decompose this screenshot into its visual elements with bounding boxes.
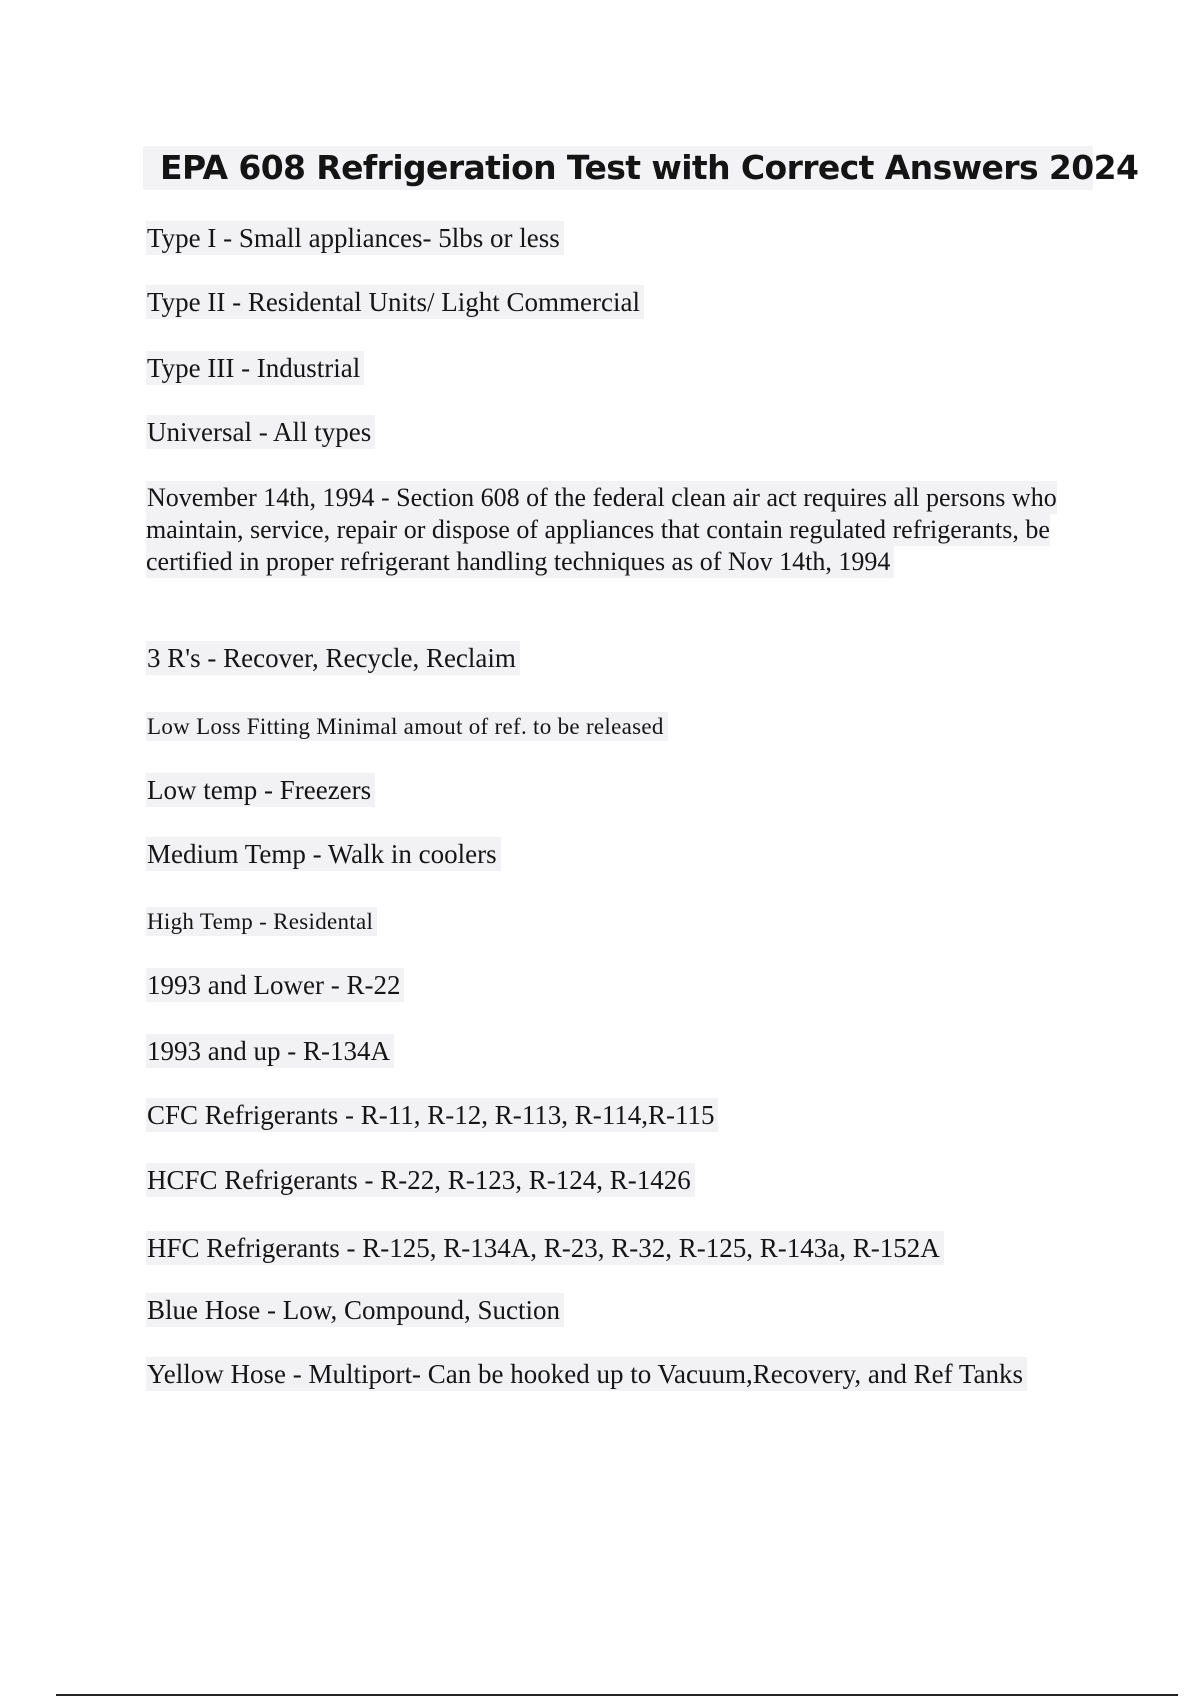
bottom-divider (56, 1694, 1178, 1696)
entry-hfc (146, 1232, 944, 1265)
entry-text: 1993 and up - R-134A (146, 1034, 394, 1068)
entry-type-3 (146, 352, 364, 385)
entry-text: CFC Refrigerants - R-11, R-12, R-113, R-114,R-115 (146, 1098, 718, 1132)
entry-type-1 (146, 222, 564, 255)
document-title: EPA 608 Refrigeration Test with Correct Answers 2024 (160, 148, 1139, 187)
entry-type-2 (146, 286, 644, 319)
entry-medium-temp (146, 838, 501, 871)
entry-yellow-hose (146, 1358, 1027, 1391)
entry-text: 3 R's - Recover, Recycle, Reclaim (146, 641, 520, 675)
entry-text: HCFC Refrigerants - R-22, R-123, R-124, R-1426 (146, 1163, 695, 1197)
entry-universal (146, 416, 375, 449)
entry-1993-up (146, 1035, 394, 1068)
entry-text: Yellow Hose - Multiport- Can be hooked up to Vacuum,Recovery, and Ref Tanks (146, 1357, 1027, 1391)
entry-text: Low temp - Freezers (146, 773, 375, 807)
entry-text: Type III - Industrial (146, 351, 364, 385)
entry-text: Blue Hose - Low, Compound, Suction (146, 1293, 564, 1327)
entry-text: Type I - Small appliances- 5lbs or less (146, 221, 564, 255)
entry-1993-lower (146, 969, 404, 1002)
entry-text: High Temp - Residental (146, 907, 377, 936)
entry-cfc (146, 1099, 718, 1132)
entry-text: Medium Temp - Walk in coolers (146, 837, 501, 871)
entry-low-temp (146, 774, 375, 807)
entry-blue-hose (146, 1294, 564, 1327)
entry-hcfc (146, 1164, 695, 1197)
entry-text: 1993 and Lower - R-22 (146, 968, 404, 1002)
entry-text: Low Loss Fitting Minimal amout of ref. to be released (146, 712, 668, 741)
entry-3rs (146, 642, 520, 675)
entry-text: HFC Refrigerants - R-125, R-134A, R-23, R-32, R-125, R-143a, R-152A (146, 1231, 944, 1265)
entry-text: Universal - All types (146, 415, 375, 449)
entry-high-temp (146, 905, 377, 938)
entry-section-608 (146, 482, 1076, 578)
entry-text: November 14th, 1994 - Section 608 of the federal clean air act requires all persons who maintain, service, repair or dispose of appliances that contain regulated refrigerants, be certified in proper refrigerant handling techniques as of Nov 14th, 1994 (146, 483, 1057, 576)
entry-text: Type II - Residental Units/ Light Commercial (146, 285, 644, 319)
entry-low-loss-fitting (146, 710, 668, 743)
